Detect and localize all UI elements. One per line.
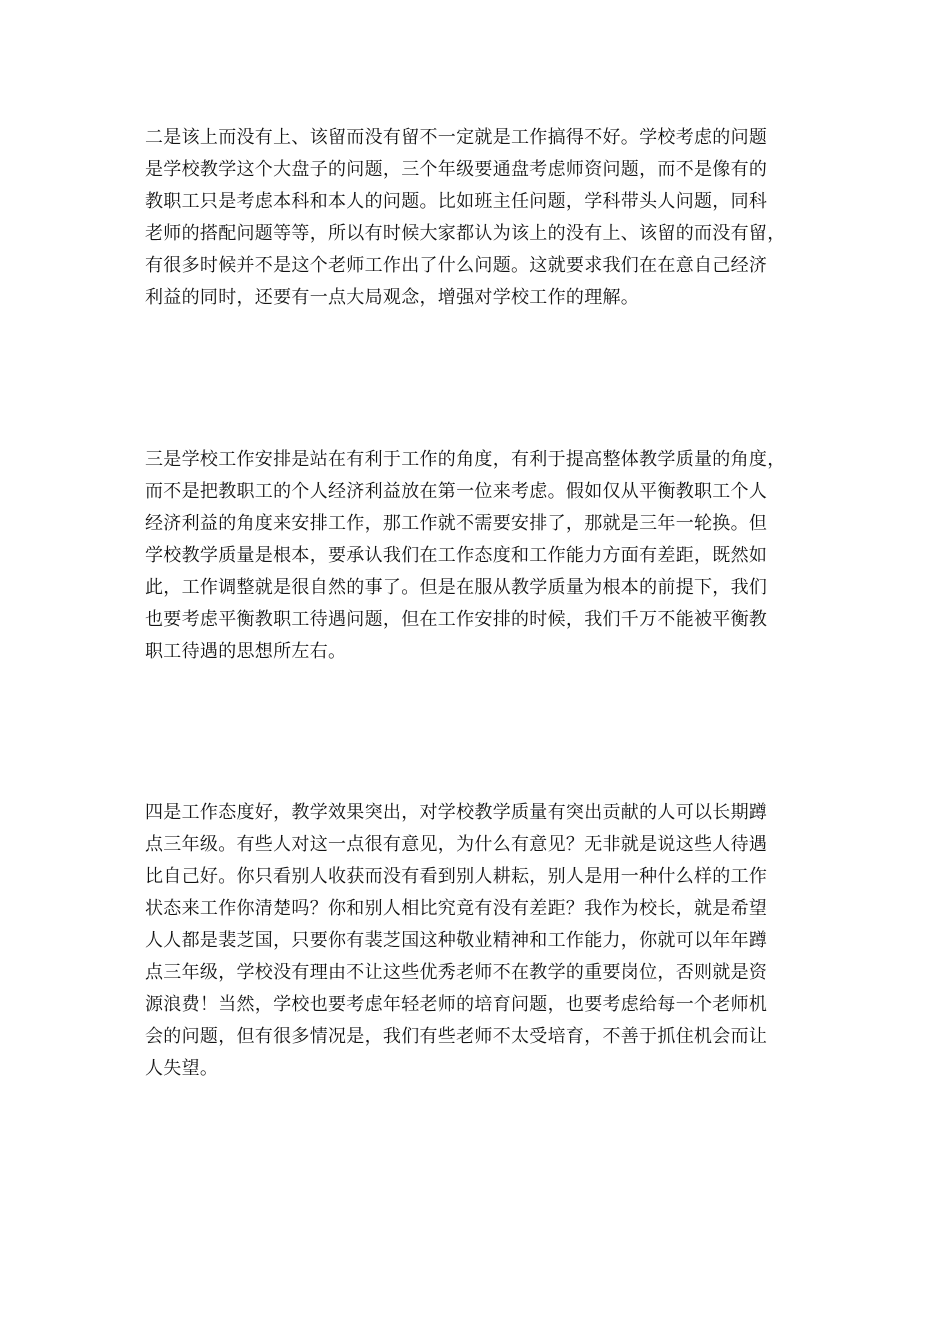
text-line: 也要考虑平衡教职工待遇问题，但在工作安排的时候，我们千万不能被平衡教 (145, 609, 768, 630)
text-line: 经济利益的角度来安排工作，那工作就不需要安排了，那就是三年一轮换。但 (145, 513, 768, 534)
paragraph-four (145, 797, 815, 1085)
text-line: 状态来工作你清楚吗？你和别人相比究竟有没有差距？我作为校长，就是希望 (145, 898, 768, 919)
text-line: 而不是把教职工的个人经济利益放在第一位来考虑。假如仅从平衡教职工个人 (145, 481, 768, 502)
text-line: 点三年级。有些人对这一点很有意见，为什么有意见？无非就是说这些人待遇 (145, 834, 768, 855)
text-line: 教职工只是考虑本科和本人的问题。比如班主任问题，学科带头人问题，同科 (145, 191, 768, 212)
text-line: 职工待遇的思想所左右。 (145, 641, 347, 662)
text-line: 利益的同时，还要有一点大局观念，增强对学校工作的理解。 (145, 287, 640, 308)
text-line: 点三年级，学校没有理由不让这些优秀老师不在教学的重要岗位，否则就是资 (145, 962, 768, 983)
text-line: 二是该上而没有上、该留而没有留不一定就是工作搞得不好。学校考虑的问题 (145, 127, 768, 148)
text-line: 四是工作态度好，教学效果突出，对学校教学质量有突出贡献的人可以长期蹲 (145, 802, 768, 823)
text-line: 会的问题，但有很多情况是，我们有些老师不太受培育，不善于抓住机会而让 (145, 1026, 768, 1047)
text-line: 是学校教学这个大盘子的问题，三个年级要通盘考虑师资问题，而不是像有的 (145, 159, 768, 180)
paragraph-three (145, 444, 815, 668)
text-line: 有很多时候并不是这个老师工作出了什么问题。这就要求我们在在意自己经济 (145, 255, 768, 276)
text-line: 学校教学质量是根本，要承认我们在工作态度和工作能力方面有差距，既然如 (145, 545, 768, 566)
text-line: 比自己好。你只看别人收获而没有看到别人耕耘，别人是用一种什么样的工作 (145, 866, 768, 887)
paragraph-two (145, 122, 815, 314)
text-line: 人失望。 (145, 1058, 219, 1079)
text-line: 源浪费！当然，学校也要考虑年轻老师的培育问题，也要考虑给每一个老师机 (145, 994, 768, 1015)
text-line: 人人都是裴芝国，只要你有裴芝国这种敬业精神和工作能力，你就可以年年蹲 (145, 930, 768, 951)
text-line: 老师的搭配问题等等，所以有时候大家都认为该上的没有上、该留的而没有留， (145, 223, 786, 244)
text-line: 三是学校工作安排是站在有利于工作的角度，有利于提高整体教学质量的角度， (145, 449, 786, 470)
text-line: 此，工作调整就是很自然的事了。但是在服从教学质量为根本的前提下，我们 (145, 577, 768, 598)
